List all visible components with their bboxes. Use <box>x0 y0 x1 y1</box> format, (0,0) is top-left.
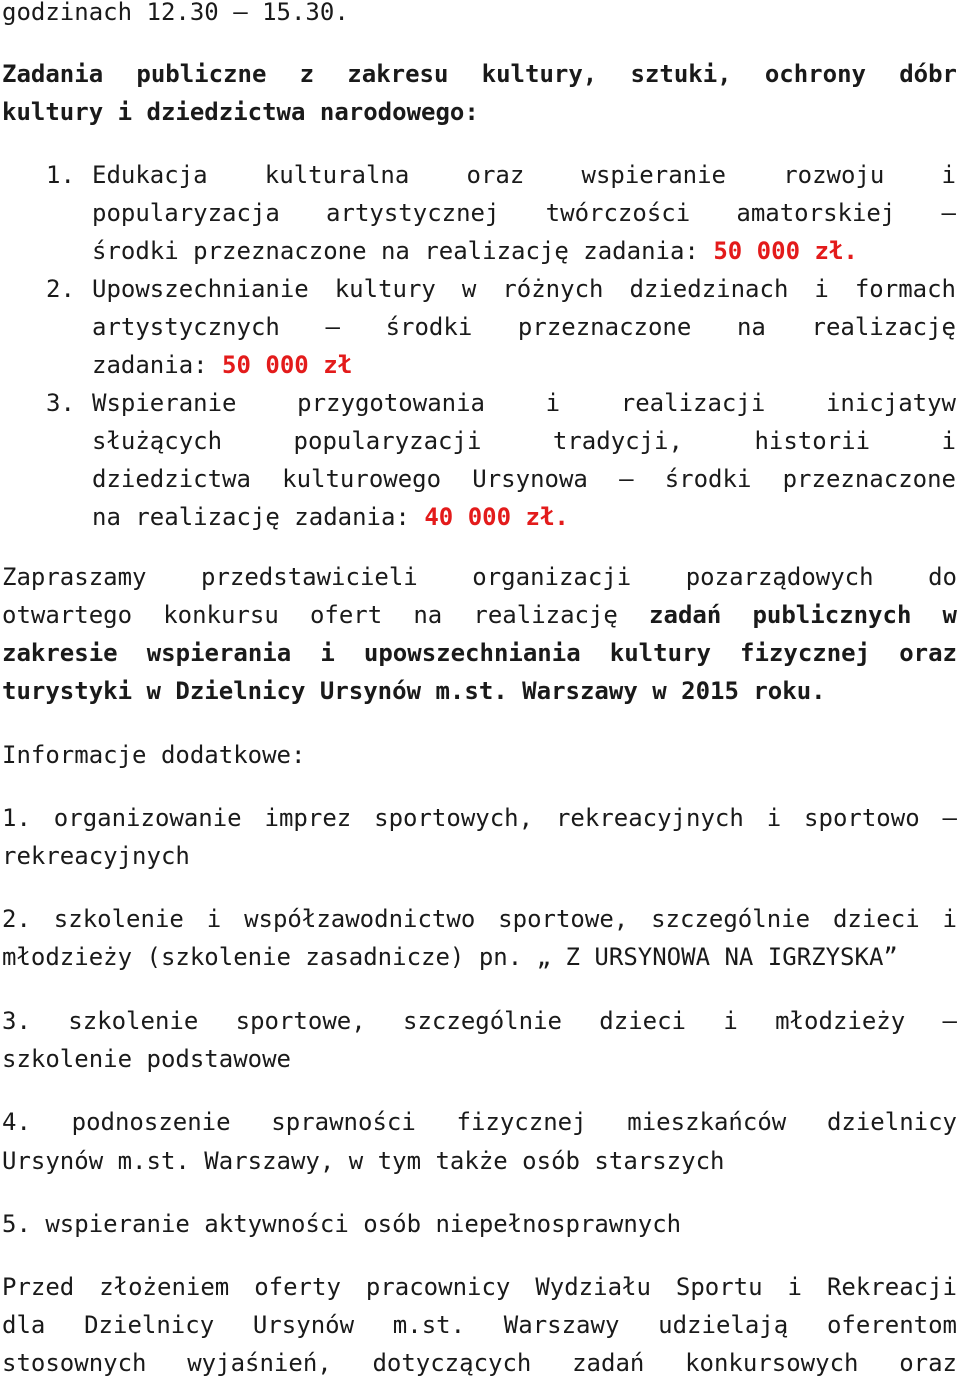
culture-item-number: 1. <box>46 161 75 189</box>
info-item-3-line1: 3. szkolenie sportowe, szczególnie dzieci i młodzieży – <box>2 1007 957 1035</box>
culture-item-1-line2: popularyzacja artystycznej twórczości amatorskiej – <box>92 199 956 227</box>
info-item-1-line2: rekreacyjnych <box>2 842 190 870</box>
info-item-1-line1: 1. organizowanie imprez sportowych, rekreacyjnych i sportowo – <box>2 804 957 832</box>
culture-item-1-line1: Edukacja kulturalna oraz wspieranie rozwoju i <box>92 161 956 189</box>
invite-line2-bold: zadań publicznych w <box>649 601 957 629</box>
info-heading: Informacje dodatkowe: <box>2 741 306 769</box>
culture-item-2-line3 <box>92 346 352 384</box>
invite-line2-text: otwartego konkursu ofert na realizację <box>2 601 650 629</box>
culture-item-3-line2: służących popularyzacji tradycji, historii i <box>92 427 956 455</box>
invite-line2 <box>2 596 957 634</box>
culture-item-1-line3 <box>92 232 858 270</box>
culture-item-1-text: środki przeznaczone na realizację zadania: <box>92 237 714 265</box>
culture-item-2-amount: 50 000 zł <box>222 351 353 379</box>
culture-item-3-line4 <box>92 498 569 536</box>
info-item-4-line1: 4. podnoszenie sprawności fizycznej mieszkańców dzielnicy <box>2 1108 957 1136</box>
culture-item-3-line3: dziedzictwa kulturowego Ursynowa – środki przeznaczone <box>92 465 956 493</box>
info-item-2-line2: młodzieży (szkolenie zasadnicze) pn. „ Z URSYNOWA NA IGRZYSKA” <box>2 943 898 971</box>
invite-line3: zakresie wspierania i upowszechniania kultury fizycznej oraz <box>2 639 957 667</box>
culture-item-2-line1: Upowszechnianie kultury w różnych dziedzinach i formach <box>92 275 956 303</box>
culture-item-2-text: zadania: <box>92 351 223 379</box>
culture-heading-line1: Zadania publiczne z zakresu kultury, sztuki, ochrony dóbr <box>2 60 957 88</box>
culture-item-number: 2. <box>46 275 75 303</box>
closing-line2: dla Dzielnicy Ursynów m.st. Warszawy udzielają oferentom <box>2 1311 957 1339</box>
info-item-4-line2: Ursynów m.st. Warszawy, w tym także osób starszych <box>2 1147 725 1175</box>
info-item-5-line1: 5. wspieranie aktywności osób niepełnosprawnych <box>2 1210 682 1238</box>
closing-line1: Przed złożeniem oferty pracownicy Wydziału Sportu i Rekreacji <box>2 1273 957 1301</box>
invite-line1: Zapraszamy przedstawicieli organizacji pozarządowych do <box>2 563 957 591</box>
info-item-3-line2: szkolenie podstawowe <box>2 1045 291 1073</box>
culture-item-3-amount: 40 000 zł. <box>424 503 569 531</box>
invite-line4: turystyki w Dzielnicy Ursynów m.st. Warszawy w 2015 roku. <box>2 677 826 705</box>
culture-item-3-line1: Wspieranie przygotowania i realizacji inicjatyw <box>92 389 956 417</box>
closing-line3: stosownych wyjaśnień, dotyczących zadań konkursowych oraz <box>2 1349 957 1377</box>
culture-item-3-text: na realizację zadania: <box>92 503 425 531</box>
culture-heading-line2: kultury i dziedzictwa narodowego: <box>2 98 479 126</box>
culture-item-2-line2: artystycznych – środki przeznaczone na realizację <box>92 313 956 341</box>
culture-item-1-amount: 50 000 zł. <box>713 237 858 265</box>
info-item-2-line1: 2. szkolenie i współzawodnictwo sportowe, szczególnie dzieci i <box>2 905 957 933</box>
culture-item-number: 3. <box>46 389 75 417</box>
top-line: godzinach 12.30 – 15.30. <box>2 0 349 26</box>
